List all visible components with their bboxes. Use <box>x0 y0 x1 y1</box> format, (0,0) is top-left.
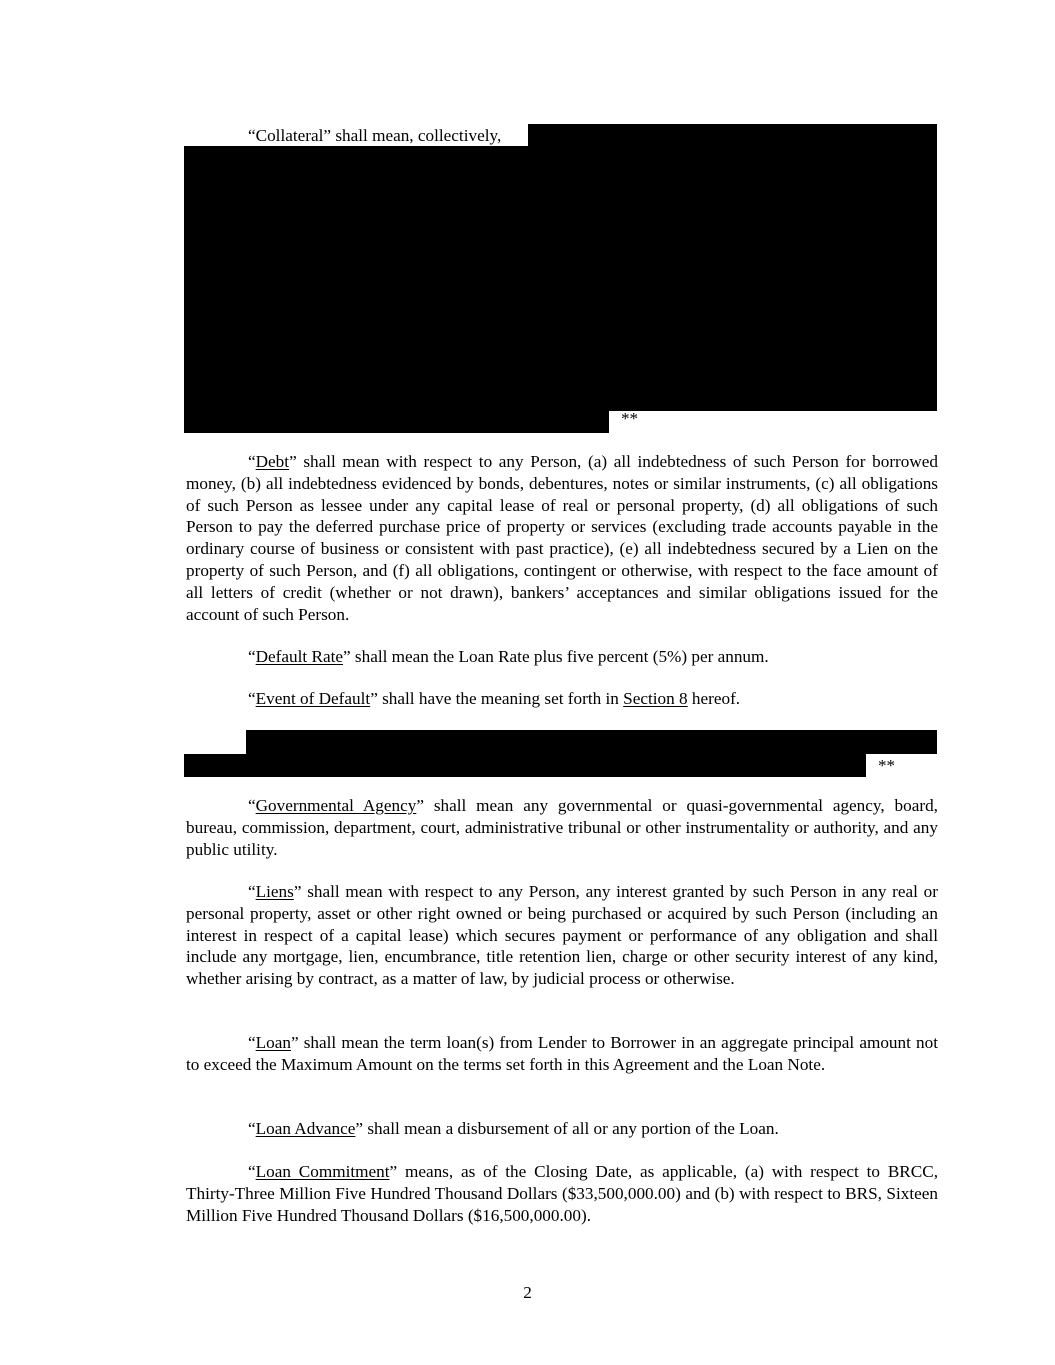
defined-term: Loan <box>255 1033 291 1052</box>
redaction-block <box>184 146 937 411</box>
definition-loan: “Loan” shall mean the term loan(s) from Lender to Borrower in an aggregate principal amount not to exceed the Maximum Amount on the terms set forth in this Agreement and the Loan Note. <box>186 1033 938 1074</box>
definition-loan-advance: “Loan Advance” shall mean a disbursement of all or any portion of the Loan. <box>248 1119 779 1138</box>
definition-default-rate: “Default Rate” shall mean the Loan Rate plus five percent (5%) per annum. <box>248 647 769 666</box>
redaction-block <box>184 754 866 777</box>
defined-term: Loan Commitment <box>255 1162 390 1181</box>
redaction-block <box>184 411 609 433</box>
definition-liens: “Liens” shall mean with respect to any Person, any interest granted by such Person in any real or personal property, asset or other right owned or being purchased or acquired by such Person (including an interest in respect of a capital lease) which secures payment or performance of any obligation and shall include any mortgage, lien, encumbrance, title retention lien, charge or other security interest of any kind, whether arising by contract, as a matter of law, by judicial process or otherwise. <box>186 882 938 989</box>
defined-term: Governmental Agency <box>255 796 417 815</box>
section-reference: Section 8 <box>623 689 688 708</box>
defined-term: Loan Advance <box>255 1119 356 1138</box>
redaction-marker: ** <box>621 409 638 428</box>
defined-term: Liens <box>255 882 294 901</box>
redaction-marker: ** <box>878 756 895 775</box>
defined-term: Default Rate <box>255 647 343 666</box>
redaction-block <box>246 730 937 754</box>
redaction-block <box>528 124 937 146</box>
defined-term: Debt <box>255 452 290 471</box>
definition-debt: “Debt” shall mean with respect to any Person, (a) all indebtedness of such Person for borrowed money, (b) all indebtedness evidenced by bonds, debentures, notes or similar instruments, (c) all obligations of such Person as lessee under any capital lease of real or personal property, (d) all obligations of such Person to pay the deferred purchase price of property or services (excluding trade accounts payable in the ordinary course of business or consistent with past practice), (e) all indebtedness secured by a Lien on the property of such Person, and (f) all obligations, contingent or otherwise, with respect to the face amount of all letters of credit (whether or not drawn), bankers’ acceptances and similar obligations issued for the account of such Person. <box>186 452 938 624</box>
definition-loan-commitment: “Loan Commitment” means, as of the Closing Date, as applicable, (a) with respect to BRCC, Thirty-Three Million Five Hundred Thousand Dollars ($33,500,000.00) and (b) with respect to BRS, Sixteen Million Five Hundred Thousand Dollars ($16,500,000.00). <box>186 1162 939 1225</box>
defined-term: Event of Default <box>255 689 371 708</box>
collateral-definition-start: “Collateral” shall mean, collectively, <box>248 126 502 145</box>
page-number: 2 <box>523 1283 532 1302</box>
definition-governmental-agency: “Governmental Agency” shall mean any governmental or quasi-governmental agency, board, bureau, commission, department, court, administrative tribunal or other instrumentality or authority, and any public utility. <box>186 796 938 859</box>
definition-event-of-default: “Event of Default” shall have the meaning set forth in Section 8 hereof. <box>248 689 741 708</box>
